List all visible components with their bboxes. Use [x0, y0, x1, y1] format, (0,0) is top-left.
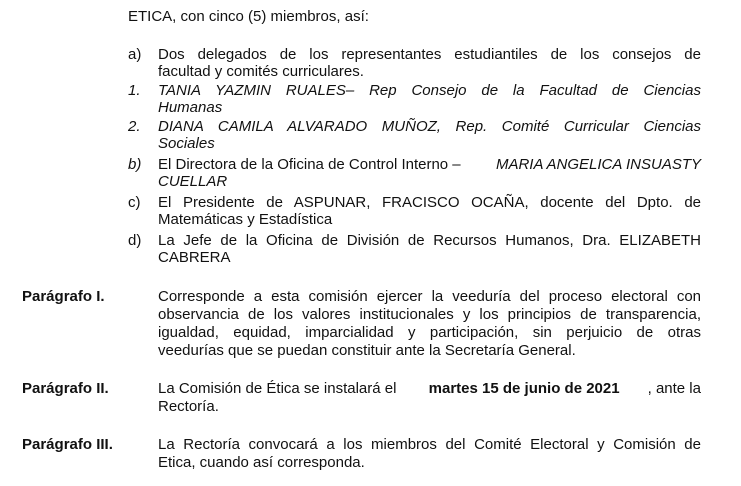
paragraph-3-line-1: La Rectoría convocará a los miembros del Comité Electoral y Comisión de — [158, 436, 701, 453]
paragraph-1-line-2: observancia de los valores institucionales y los principios de transparencia, — [158, 306, 701, 323]
paragraph-1-label: Parágrafo I. — [22, 288, 105, 305]
intro-text: ETICA, con cinco (5) miembros, así: — [128, 8, 369, 25]
item-c-line-1: El Presidente de ASPUNAR, FRACISCO OCAÑA, docente del Dpto. de — [158, 194, 701, 211]
item-b-italic-name: MARIA ANGELICA INSUASTY — [495, 156, 701, 173]
item-1-line-1: TANIA YAZMIN RUALES– Rep Consejo de la Facultad de Ciencias — [158, 82, 701, 99]
item-marker-2: 2. — [128, 118, 141, 135]
paragraph-1-line-4: veedurías que se puedan constituir ante la Secretaría General. — [158, 342, 576, 359]
item-b-line-2: CUELLAR — [158, 173, 228, 190]
paragraph-1-line-3: igualdad, equidad, imparcialidad y participación, sin perjuicio de otras — [158, 324, 701, 341]
paragraph-2-text-after: , ante la — [647, 380, 701, 397]
item-2-line-1: DIANA CAMILA ALVARADO MUÑOZ, Rep. Comité Curricular Ciencias — [158, 118, 701, 135]
paragraph-2-bold-date: martes 15 de junio de 2021 — [428, 380, 620, 397]
paragraph-3-label: Parágrafo III. — [22, 436, 113, 453]
paragraph-2-line-2: Rectoría. — [158, 398, 219, 415]
item-marker-a: a) — [128, 46, 142, 63]
item-marker-b: b) — [128, 156, 142, 173]
item-marker-c: c) — [128, 194, 141, 211]
item-d-line-2: CABRERA — [158, 249, 231, 266]
paragraph-2-line-1 — [158, 380, 701, 398]
item-a-line-1: Dos delegados de los representantes estudiantiles de los consejos de — [158, 46, 701, 63]
paragraph-2-label: Parágrafo II. — [22, 380, 109, 397]
item-1-line-2: Humanas — [158, 99, 223, 116]
paragraph-3-line-2: Etica, cuando así corresponda. — [158, 454, 365, 471]
item-marker-1: 1. — [128, 82, 141, 99]
item-b-line-1 — [158, 156, 701, 174]
paragraph-1-line-1: Corresponde a esta comisión ejercer la veeduría del proceso electoral con — [158, 288, 701, 305]
paragraph-2-text-before: La Comisión de Ética se instalará el — [158, 380, 401, 397]
item-c-line-2: Matemáticas y Estadística — [158, 211, 333, 228]
item-b-plain-text: El Directora de la Oficina de Control Interno – — [158, 156, 465, 173]
item-2-line-2: Sociales — [158, 135, 215, 152]
item-a-line-2: facultad y comités curriculares. — [158, 63, 364, 80]
item-d-line-1: La Jefe de la Oficina de División de Recursos Humanos, Dra. ELIZABETH — [158, 232, 701, 249]
item-marker-d: d) — [128, 232, 142, 249]
